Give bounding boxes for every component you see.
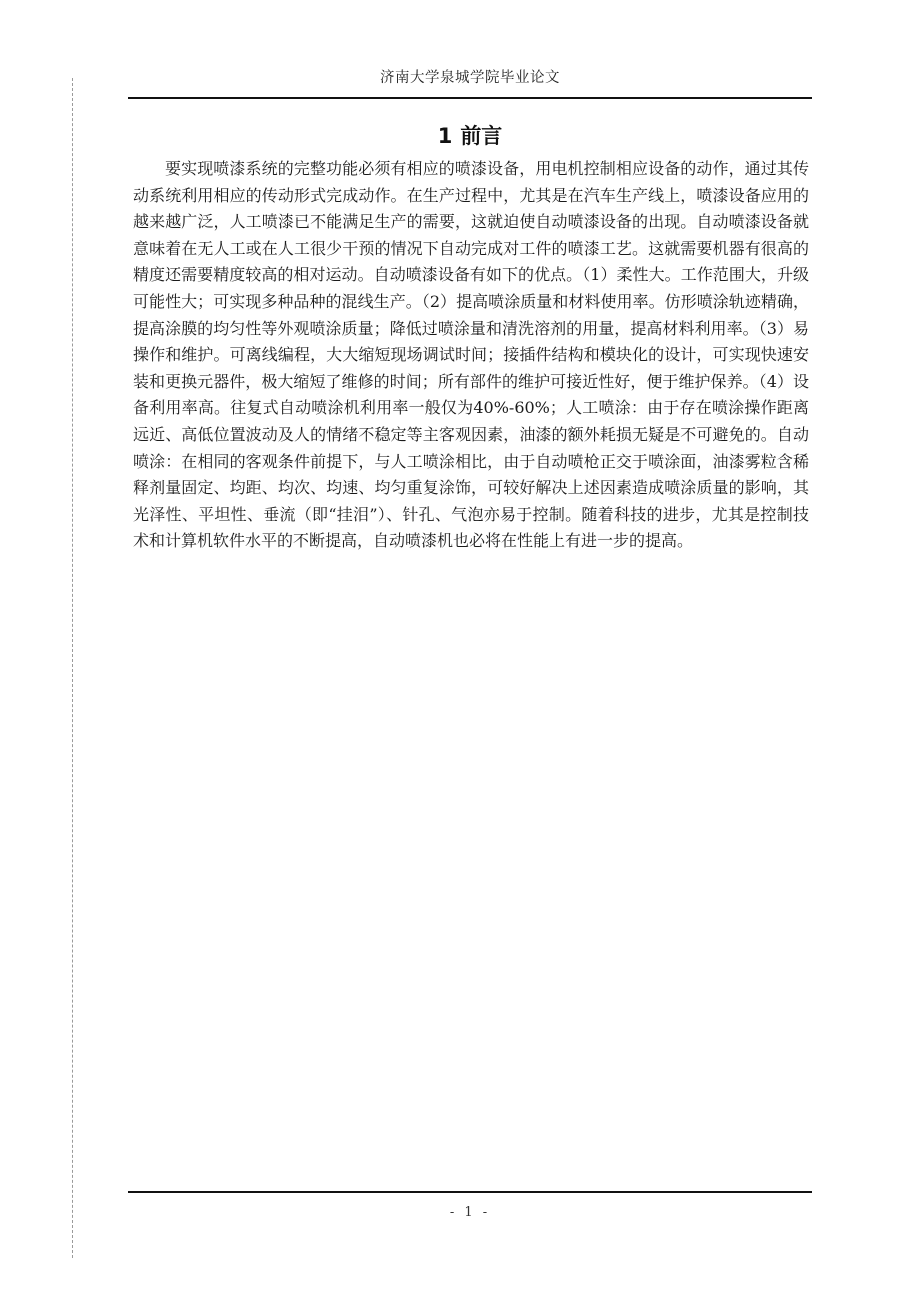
body-paragraph: 要实现喷漆系统的完整功能必须有相应的喷漆设备，用电机控制相应设备的动作，通过其传动系统利用相应的传动形式完成动作。在生产过程中，尤其是在汽车生产线上，喷漆设备应用的越来越广泛，人工喷漆已不能满足生产的需要，这就迫使自动喷漆设备的出现。自动喷漆设备就意味着在无人工或在人工很少干预的情况下自动完成对工件的喷漆工艺。这就需要机器有很高的精度还需要精度较高的相对运动。自动喷漆设备有如下的优点。（1）柔性大。工作范围大，升级可能性大；可实现多种品种的混线生产。（2）提高喷涂质量和材料使用率。仿形喷涂轨迹精确，提高涂膜的均匀性等外观喷涂质量；降低过喷涂量和清洗溶剂的用量，提高材料利用率。（3）易操作和维护。可离线编程，大大缩短现场调试时间；接插件结构和模块化的设计，可实现快速安装和更换元器件，极大缩短了维修的时间；所有部件的维护可接近性好，便于维护保养。（4）设备利用率高。往复式自动喷涂机利用率一般仅为40%-60%；人工喷涂：由于存在喷涂操作距离远近、高低位置波动及人的情绪不稳定等主客观因素，油漆的额外耗损无疑是不可避免的。自动喷涂：在相同的客观条件前提下，与人工喷涂相比，由于自动喷枪正交于喷涂面，油漆雾粒含稀释剂量固定、均距、均次、均速、均匀重复涂饰，可较好解决上述因素造成喷涂质量的影响，其光泽性、平坦性、垂流（即“挂泪”）、针孔、气泡亦易于控制。随着科技的进步，尤其是控制技术和计算机软件水平的不断提高，自动喷漆机也必将在性能上有进一步的提高。 (133, 159, 809, 551)
chapter-title (128, 120, 812, 150)
header-rule (128, 97, 812, 99)
chapter-title-text: 前言 (460, 124, 503, 148)
chapter-number: 1 (437, 124, 453, 148)
footer-rule (128, 1191, 812, 1193)
binding-margin-line (72, 78, 73, 1258)
page-header: 济南大学泉城学院毕业论文 (380, 70, 560, 86)
page-number: - 1 - (449, 1205, 491, 1220)
